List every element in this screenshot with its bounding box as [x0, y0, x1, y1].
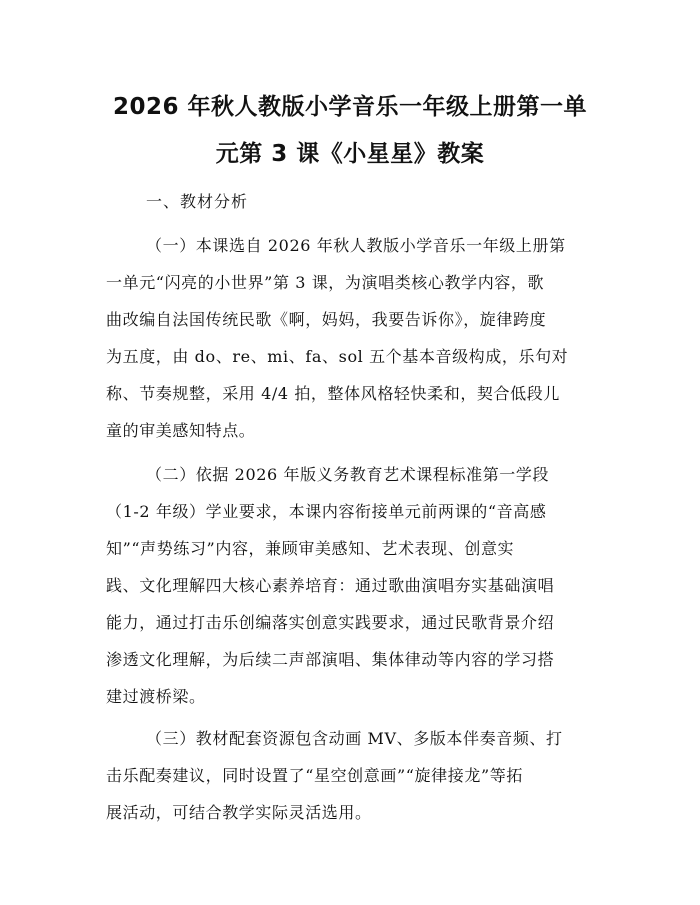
paragraph-line: （1-2 年级）学业要求，本课内容衔接单元前两课的“音高感 — [106, 502, 547, 521]
paragraph-line: （一）本课选自 2026 年秋人教版小学音乐一年级上册第 — [146, 236, 566, 255]
document-title-line-2: 元第 3 课《小星星》教案 — [215, 141, 485, 167]
paragraph-line: 曲改编自法国传统民歌《啊，妈妈，我要告诉你》，旋律跨度 — [106, 310, 547, 329]
paragraph-line: 知”“声势练习”内容，兼顾审美感知、艺术表现、创意实 — [106, 539, 515, 558]
paragraph-line: 展活动，可结合教学实际灵活选用。 — [106, 803, 372, 822]
paragraph-line: 能力，通过打击乐创编落实创意实践要求，通过民歌背景介绍 — [106, 613, 555, 632]
paragraph-line: （二）依据 2026 年版义务教育艺术课程标准第一学段 — [146, 465, 550, 484]
paragraph-line: （三）教材配套资源包含动画 MV、多版本伴奏音频、打 — [146, 729, 563, 748]
section-heading: 一、教材分析 — [146, 192, 249, 211]
paragraph-line: 践、文化理解四大核心素养培育：通过歌曲演唱夯实基础演唱 — [106, 576, 555, 595]
paragraph-line: 一单元“闪亮的小世界”第 3 课，为演唱类核心教学内容，歌 — [106, 273, 545, 292]
paragraph-line: 击乐配奏建议，同时设置了“星空创意画”“旋律接龙”等拓 — [106, 766, 523, 785]
paragraph-line: 称、节奏规整，采用 4/4 拍，整体风格轻快柔和，契合低段儿 — [106, 384, 560, 403]
paragraph-line: 建过渡桥梁。 — [106, 687, 206, 706]
paragraph-line: 童的审美感知特点。 — [106, 421, 256, 440]
document-title-line-1: 2026 年秋人教版小学音乐一年级上册第一单 — [112, 94, 588, 120]
paragraph-line: 为五度，由 do、re、mi、fa、sol 五个基本音级构成，乐句对 — [106, 347, 569, 366]
paragraph-line: 渗透文化理解，为后续二声部演唱、集体律动等内容的学习搭 — [106, 650, 555, 669]
